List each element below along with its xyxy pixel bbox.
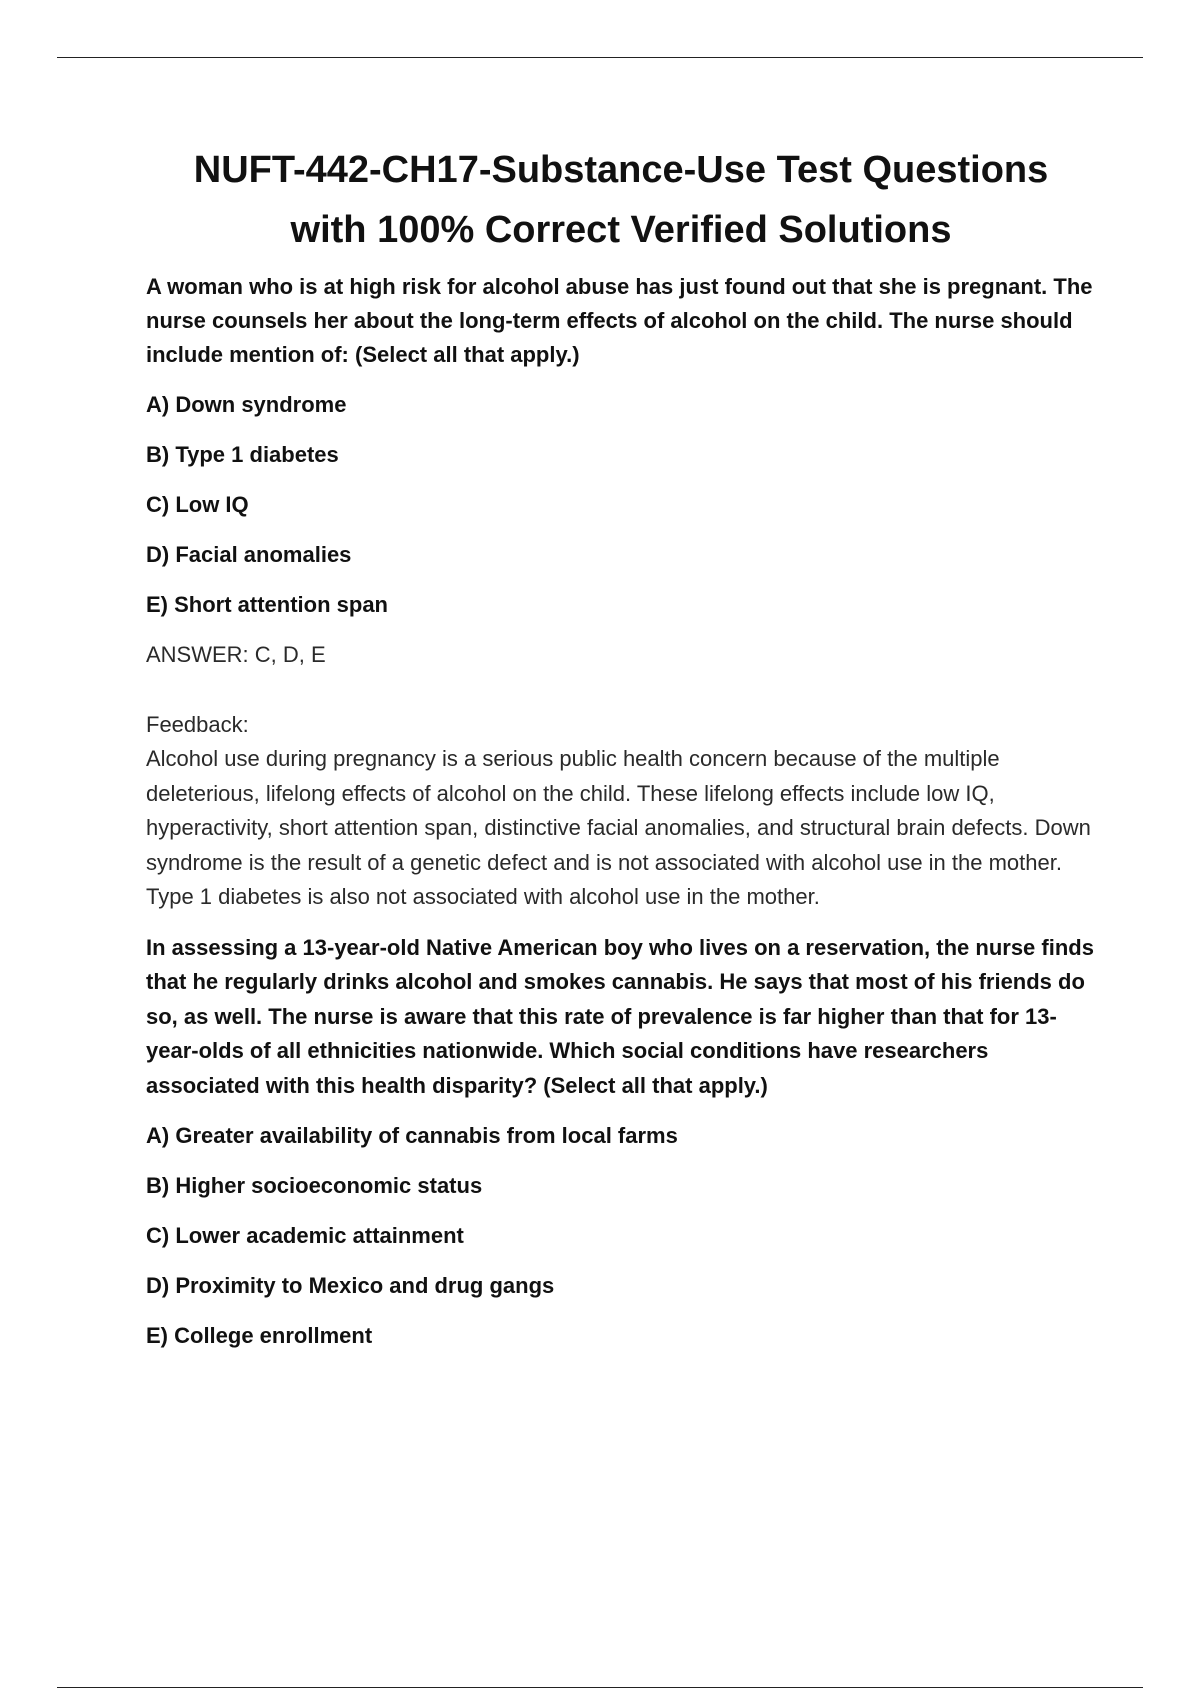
- option-b: B) Higher socioeconomic status: [146, 1173, 483, 1198]
- feedback-label: Feedback:: [146, 712, 249, 737]
- answer-key: ANSWER: C, D, E: [146, 642, 326, 667]
- question-1: [146, 270, 1096, 915]
- option-d: D) Facial anomalies: [146, 542, 352, 567]
- option-e: E) Short attention span: [146, 592, 388, 617]
- option-a: A) Down syndrome: [146, 392, 347, 417]
- title-line-1: NUFT-442-CH17-Substance-Use Test Questions: [193, 149, 1049, 191]
- document-title: [116, 140, 1126, 260]
- option-d: D) Proximity to Mexico and drug gangs: [146, 1273, 555, 1298]
- footer-rule: [57, 1687, 1143, 1688]
- document-page: [146, 140, 1096, 1353]
- option-c: C) Lower academic attainment: [146, 1223, 464, 1248]
- option-a: A) Greater availability of cannabis from local farms: [146, 1123, 678, 1148]
- title-line-2: with 100% Correct Verified Solutions: [290, 209, 952, 251]
- option-b: B) Type 1 diabetes: [146, 442, 339, 467]
- option-e: E) College enrollment: [146, 1323, 373, 1348]
- feedback-text: Alcohol use during pregnancy is a serious public health concern because of the multiple deleterious, lifelong effects of alcohol on the child. These lifelong effects include low IQ, hyperactivity, short attention span, distinctive facial anomalies, and structural brain defects. Down syndrome is the result of a genetic defect and is not associated with alcohol use in the mother. Type 1 diabetes is also not associated with alcohol use in the mother.: [146, 746, 1091, 909]
- question-2: [146, 931, 1096, 1354]
- header-rule: [57, 57, 1143, 58]
- option-c: C) Low IQ: [146, 492, 249, 517]
- question-stem: A woman who is at high risk for alcohol abuse has just found out that she is pregnant. The nurse counsels her about the long-term effects of alcohol on the child. The nurse should include mention of: (Select all that apply.): [146, 274, 1093, 367]
- question-stem: In assessing a 13-year-old Native American boy who lives on a reservation, the nurse finds that he regularly drinks alcohol and smokes cannabis. He says that most of his friends do so, as well. The nurse is aware that this rate of prevalence is far higher than that for 13-year-olds of all ethnicities nationwide. Which social conditions have researchers associated with this health disparity? (Select all that apply.): [146, 934, 1094, 1098]
